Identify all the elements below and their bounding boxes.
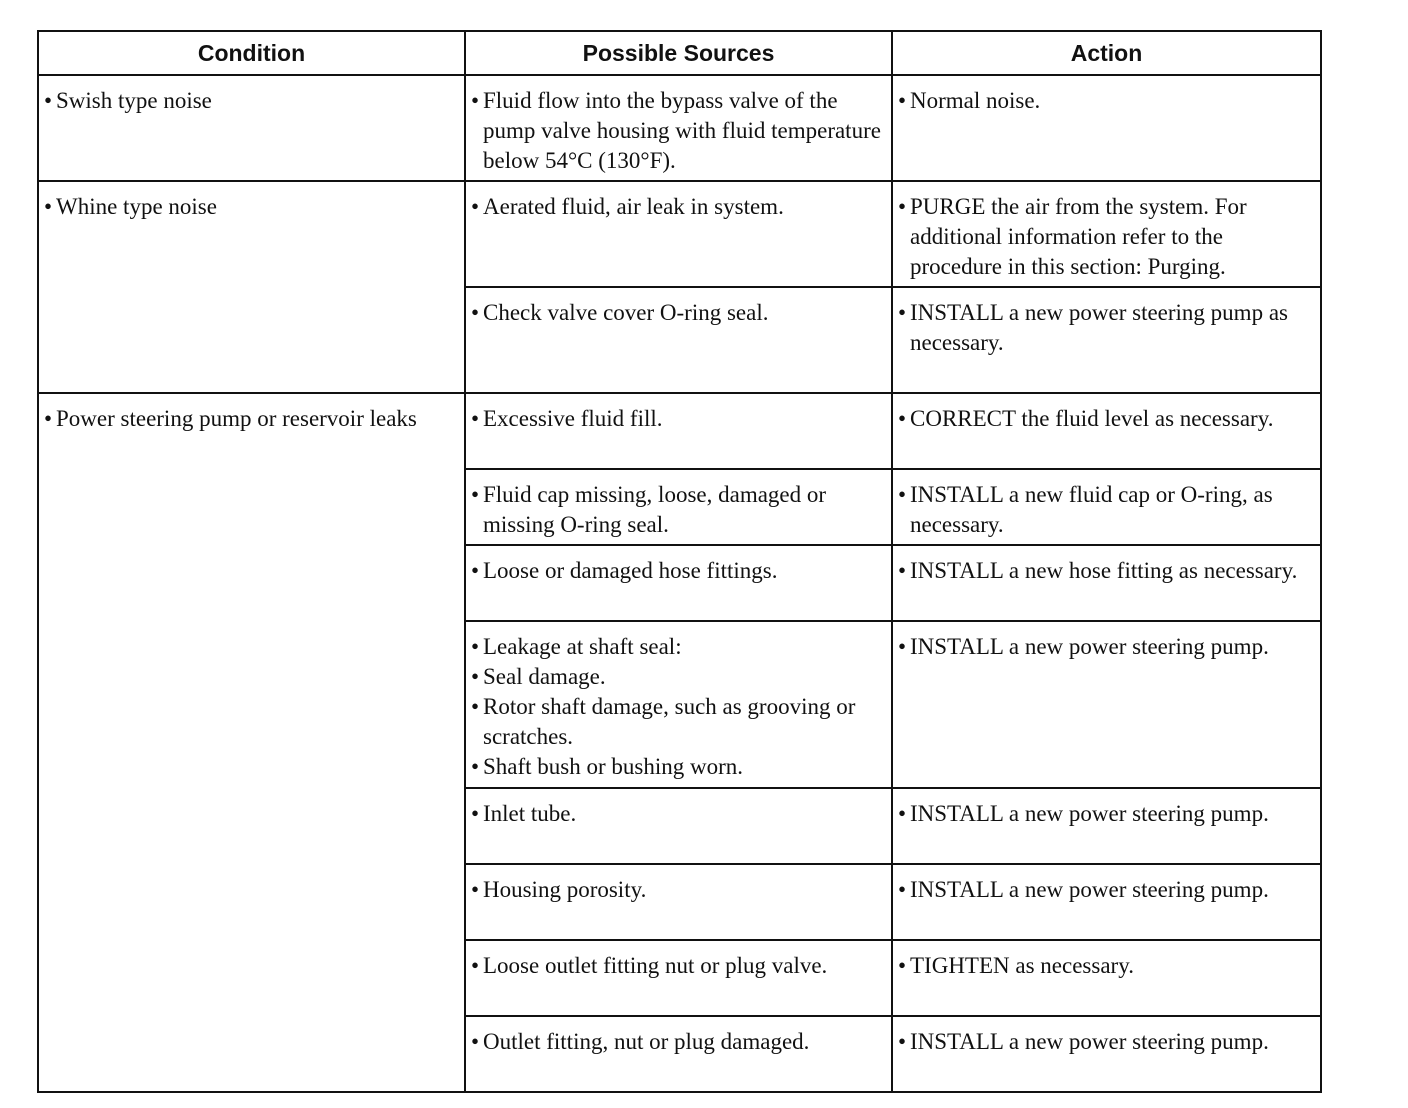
source-cell <box>465 393 892 469</box>
table-row <box>38 181 1321 287</box>
action-text <box>898 298 1316 358</box>
source-cell <box>465 621 892 788</box>
table-row <box>38 393 1321 469</box>
action-text-text: INSTALL a new power steering pump. <box>910 634 1269 659</box>
action-text-text: INSTALL a new power steering pump. <box>910 1029 1269 1054</box>
bullet-mark: • <box>471 877 480 902</box>
source-item-text: Loose outlet fitting nut or plug valve. <box>483 953 828 978</box>
source-item <box>471 556 887 586</box>
source-item <box>471 86 887 176</box>
bullet-mark: • <box>898 634 907 659</box>
condition-cell <box>38 75 465 181</box>
source-item <box>471 875 887 905</box>
bullet-mark: • <box>898 88 907 113</box>
action-cell <box>892 864 1321 940</box>
source-cell <box>465 287 892 393</box>
source-cell <box>465 1016 892 1092</box>
action-text-text: CORRECT the fluid level as necessary. <box>910 406 1274 431</box>
source-item <box>471 298 887 328</box>
action-text <box>898 556 1316 586</box>
bullet-mark: • <box>898 194 907 219</box>
condition-text <box>44 86 460 116</box>
source-item <box>471 662 887 692</box>
action-cell <box>892 788 1321 864</box>
bullet-mark: • <box>44 406 53 431</box>
bullet-mark: • <box>898 801 907 826</box>
table-body <box>38 75 1321 1092</box>
condition-text <box>44 192 460 222</box>
action-text <box>898 799 1316 829</box>
source-item-text: Fluid cap missing, loose, damaged or missing O-ring seal. <box>483 482 827 537</box>
bullet-mark: • <box>471 88 480 113</box>
table-row <box>38 75 1321 181</box>
bullet-mark: • <box>471 754 480 779</box>
condition-text-text: Whine type noise <box>56 194 217 219</box>
source-item-text: Rotor shaft damage, such as grooving or scratches. <box>483 694 856 749</box>
bullet-mark: • <box>898 1029 907 1054</box>
action-text-text: INSTALL a new hose fitting as necessary. <box>910 558 1298 583</box>
source-item <box>471 951 887 981</box>
condition-text <box>44 404 460 434</box>
source-item-text: Aerated fluid, air leak in system. <box>483 194 784 219</box>
action-cell <box>892 181 1321 287</box>
source-item-text: Leakage at shaft seal: <box>483 634 682 659</box>
source-cell <box>465 864 892 940</box>
source-cell <box>465 940 892 1016</box>
bullet-mark: • <box>471 1029 480 1054</box>
source-item <box>471 404 887 434</box>
action-text-text: PURGE the air from the system. For additional information refer to the procedure in this section: Purging. <box>910 194 1247 279</box>
source-item <box>471 480 887 540</box>
action-text-text: INSTALL a new power steering pump. <box>910 801 1269 826</box>
source-item-text: Check valve cover O-ring seal. <box>483 300 769 325</box>
action-cell <box>892 1016 1321 1092</box>
header-action: Action <box>892 31 1321 75</box>
bullet-mark: • <box>471 953 480 978</box>
bullet-mark: • <box>898 558 907 583</box>
condition-text-text: Power steering pump or reservoir leaks <box>56 406 417 431</box>
header-possible-sources: Possible Sources <box>465 31 892 75</box>
source-cell <box>465 469 892 545</box>
action-text <box>898 1027 1316 1057</box>
bullet-mark: • <box>471 694 480 719</box>
header-condition: Condition <box>38 31 465 75</box>
bullet-mark: • <box>898 953 907 978</box>
bullet-mark: • <box>471 801 480 826</box>
action-cell <box>892 621 1321 788</box>
bullet-mark: • <box>471 558 480 583</box>
condition-cell <box>38 393 465 1092</box>
action-text-text: Normal noise. <box>910 88 1041 113</box>
action-text-text: INSTALL a new power steering pump as necessary. <box>910 300 1288 355</box>
action-text <box>898 632 1316 662</box>
action-text <box>898 192 1316 282</box>
condition-text-text: Swish type noise <box>56 88 212 113</box>
action-text-text: INSTALL a new power steering pump. <box>910 877 1269 902</box>
source-item-text: Outlet fitting, nut or plug damaged. <box>483 1029 810 1054</box>
source-item-text: Inlet tube. <box>483 801 577 826</box>
action-text <box>898 480 1316 540</box>
bullet-mark: • <box>44 88 53 113</box>
action-text <box>898 875 1316 905</box>
action-cell <box>892 393 1321 469</box>
source-item <box>471 799 887 829</box>
action-cell <box>892 469 1321 545</box>
source-item <box>471 192 887 222</box>
bullet-mark: • <box>471 406 480 431</box>
source-item-text: Housing porosity. <box>483 877 647 902</box>
source-item <box>471 752 887 782</box>
source-cell <box>465 545 892 621</box>
bullet-mark: • <box>898 877 907 902</box>
source-item-text: Seal damage. <box>483 664 606 689</box>
action-text-text: TIGHTEN as necessary. <box>910 953 1134 978</box>
bullet-mark: • <box>898 482 907 507</box>
source-item <box>471 632 887 662</box>
bullet-mark: • <box>898 406 907 431</box>
bullet-mark: • <box>471 300 480 325</box>
bullet-mark: • <box>471 634 480 659</box>
action-text <box>898 951 1316 981</box>
bullet-mark: • <box>471 482 480 507</box>
action-text <box>898 404 1316 434</box>
diagnosis-table <box>37 30 1322 1093</box>
action-cell <box>892 940 1321 1016</box>
source-item <box>471 692 887 752</box>
action-cell <box>892 75 1321 181</box>
action-text <box>898 86 1316 116</box>
source-item-text: Fluid flow into the bypass valve of the pump valve housing with fluid temperature below 54°C (130°F). <box>483 88 881 173</box>
action-text-text: INSTALL a new fluid cap or O-ring, as necessary. <box>910 482 1273 537</box>
header-row <box>38 31 1321 75</box>
bullet-mark: • <box>471 664 480 689</box>
source-cell <box>465 181 892 287</box>
source-cell <box>465 75 892 181</box>
condition-cell <box>38 181 465 393</box>
bullet-mark: • <box>44 194 53 219</box>
source-item <box>471 1027 887 1057</box>
action-cell <box>892 287 1321 393</box>
source-item-text: Loose or damaged hose fittings. <box>483 558 778 583</box>
action-cell <box>892 545 1321 621</box>
source-item-text: Excessive fluid fill. <box>483 406 663 431</box>
bullet-mark: • <box>898 300 907 325</box>
source-item-text: Shaft bush or bushing worn. <box>483 754 744 779</box>
bullet-mark: • <box>471 194 480 219</box>
source-cell <box>465 788 892 864</box>
